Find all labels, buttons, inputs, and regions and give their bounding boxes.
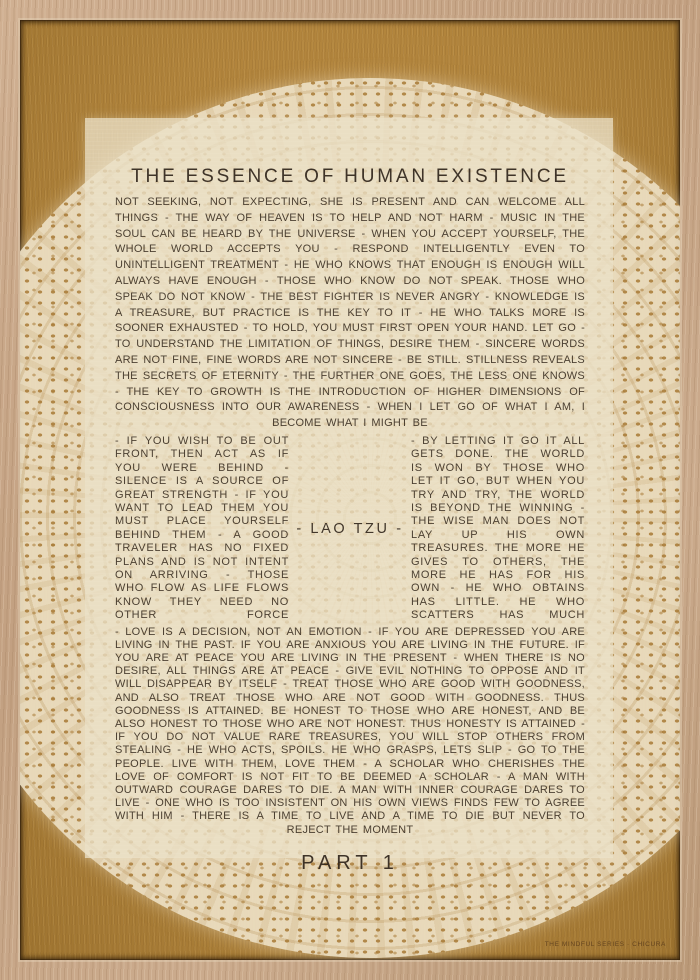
middle-section (115, 435, 585, 623)
poster-title: THE ESSENCE OF HUMAN EXISTENCE (131, 166, 569, 187)
intro-paragraph: NOT SEEKING, NOT EXPECTING, SHE IS PRESENT AND CAN WELCOME ALL THINGS - THE WAY OF HEAVEN IS TO HELP AND NOT HARM - MUSIC IN THE SOUL CAN BE HEARD BY THE UNIVERSE - WHEN YOU ACCEPT YOURSELF, THE WHOLE WORLD ACCEPTS YOU - RESPOND INTELLIGENTLY EVEN TO UNINTELLIGENT TREATMENT - HE WHO KNOWS THAT ENOUGH IS ENOUGH WILL ALWAYS HAVE ENOUGH - THOSE WHO KNOW DO NOT SPEAK. THOSE WHO SPEAK DO NOT KNOW - THE BEST FIGHTER IS NEVER ANGRY - KNOWLEDGE IS A TREASURE, BUT PRACTICE IS THE KEY TO IT - HE WHO TALKS MORE IS SOONER EXHAUSTED - TO HOLD, YOU MUST FIRST OPEN YOUR HAND. LET GO - TO UNDERSTAND THE LIMITATION OF THINGS, DESIRE THEM - SINCERE WORDS ARE NOT FINE, FINE WORDS ARE NOT SINCERE - BE STILL. STILLNESS REVEALS THE SECRETS OF ETERNITY - THE FURTHER ONE GOES, THE LESS ONE KNOWS - THE KEY TO GROWTH IS THE INTRODUCTION OF HIGHER DIMENSIONS OF CONSCIOUSNESS INTO OUR AWARENESS - WHEN I LET GO OF WHAT I AM, I BECOME WHAT I MIGHT BE (115, 196, 585, 430)
closing-paragraph: - LOVE IS A DECISION, NOT AN EMOTION - IF YOU ARE DEPRESSED YOU ARE LIVING IN THE PAST. IF YOU ARE ANXIOUS YOU ARE LIVING IN THE FUTURE. IF YOU ARE AT PEACE YOU ARE LIVING IN THE PRESENT - WHEN THERE IS NO DESIRE, ALL THINGS ARE AT PEACE - GIVE EVIL NOTHING TO OPPOSE AND IT WILL DISAPPEAR BY ITSELF - TREAT THOSE WHO ARE GOOD WITH GOODNESS, AND ALSO TREAT THOSE WHO ARE NOT GOOD WITH GOODNESS. THUS GOODNESS IS ATTAINED. BE HONEST TO THOSE WHO ARE HONEST, AND BE ALSO HONEST TO THOSE WHO ARE NOT HONEST. THUS HONESTY IS ATTAINED - IF YOU DO NOT VALUE RARE TREASURES, YOU WILL STOP OTHERS FROM STEALING - HE WHO ACTS, SPOILS. HE WHO GRASPS, LETS SLIP - GO TO THE PEOPLE. LIVE WITH THEM, LOVE THEM - A SCHOLAR WHO CHERISHES THE LOVE OF COMFORT IS NOT FIT TO BE DEEMED A SCHOLAR - A MAN WITH OUTWARD COURAGE DARES TO DIE. A MAN WITH INNER COURAGE DARES TO LIVE - ONE WHO IS TOO INSISTENT ON HIS OWN VIEWS FINDS FEW TO AGREE WITH HIM - THERE IS A TIME TO LIVE AND A TIME TO DIE BUT NEVER TO REJECT THE MOMENT (115, 625, 585, 836)
series-credit: THE MINDFUL SERIES · CHICURA (544, 941, 666, 948)
author-container (289, 435, 411, 623)
poster-content (115, 166, 585, 875)
left-column-text: - IF YOU WISH TO BE OUT FRONT, THEN ACT AS IF YOU WERE BEHIND - SILENCE IS A SOURCE OF GREAT STRENGTH - IF YOU WANT TO LEAD THEM YOU MUST PLACE YOURSELF BEHIND THEM - A GOOD TRAVELER HAS NO FIXED PLANS AND IS NOT INTENT ON ARRIVING - THOSE WHO FLOW AS LIFE FLOWS KNOW THEY NEED NO OTHER FORCE (115, 434, 289, 622)
poster-artwork (20, 20, 680, 960)
part-label: PART 1 (301, 851, 399, 874)
author-name: - LAO TZU - (296, 520, 404, 537)
right-column-text: - BY LETTING IT GO IT ALL GETS DONE. THE WORLD IS WON BY THOSE WHO LET IT GO, BUT WHEN YOU TRY AND TRY, THE WORLD IS BEYOND THE WINNING - THE WISE MAN DOES NOT LAY UP HIS OWN TREASURES. THE MORE HE GIVES TO OTHERS, THE MORE HE HAS FOR HIS OWN - HE WHO OBTAINS HAS LITTLE. HE WHO SCATTERS HAS MUCH (411, 434, 585, 622)
